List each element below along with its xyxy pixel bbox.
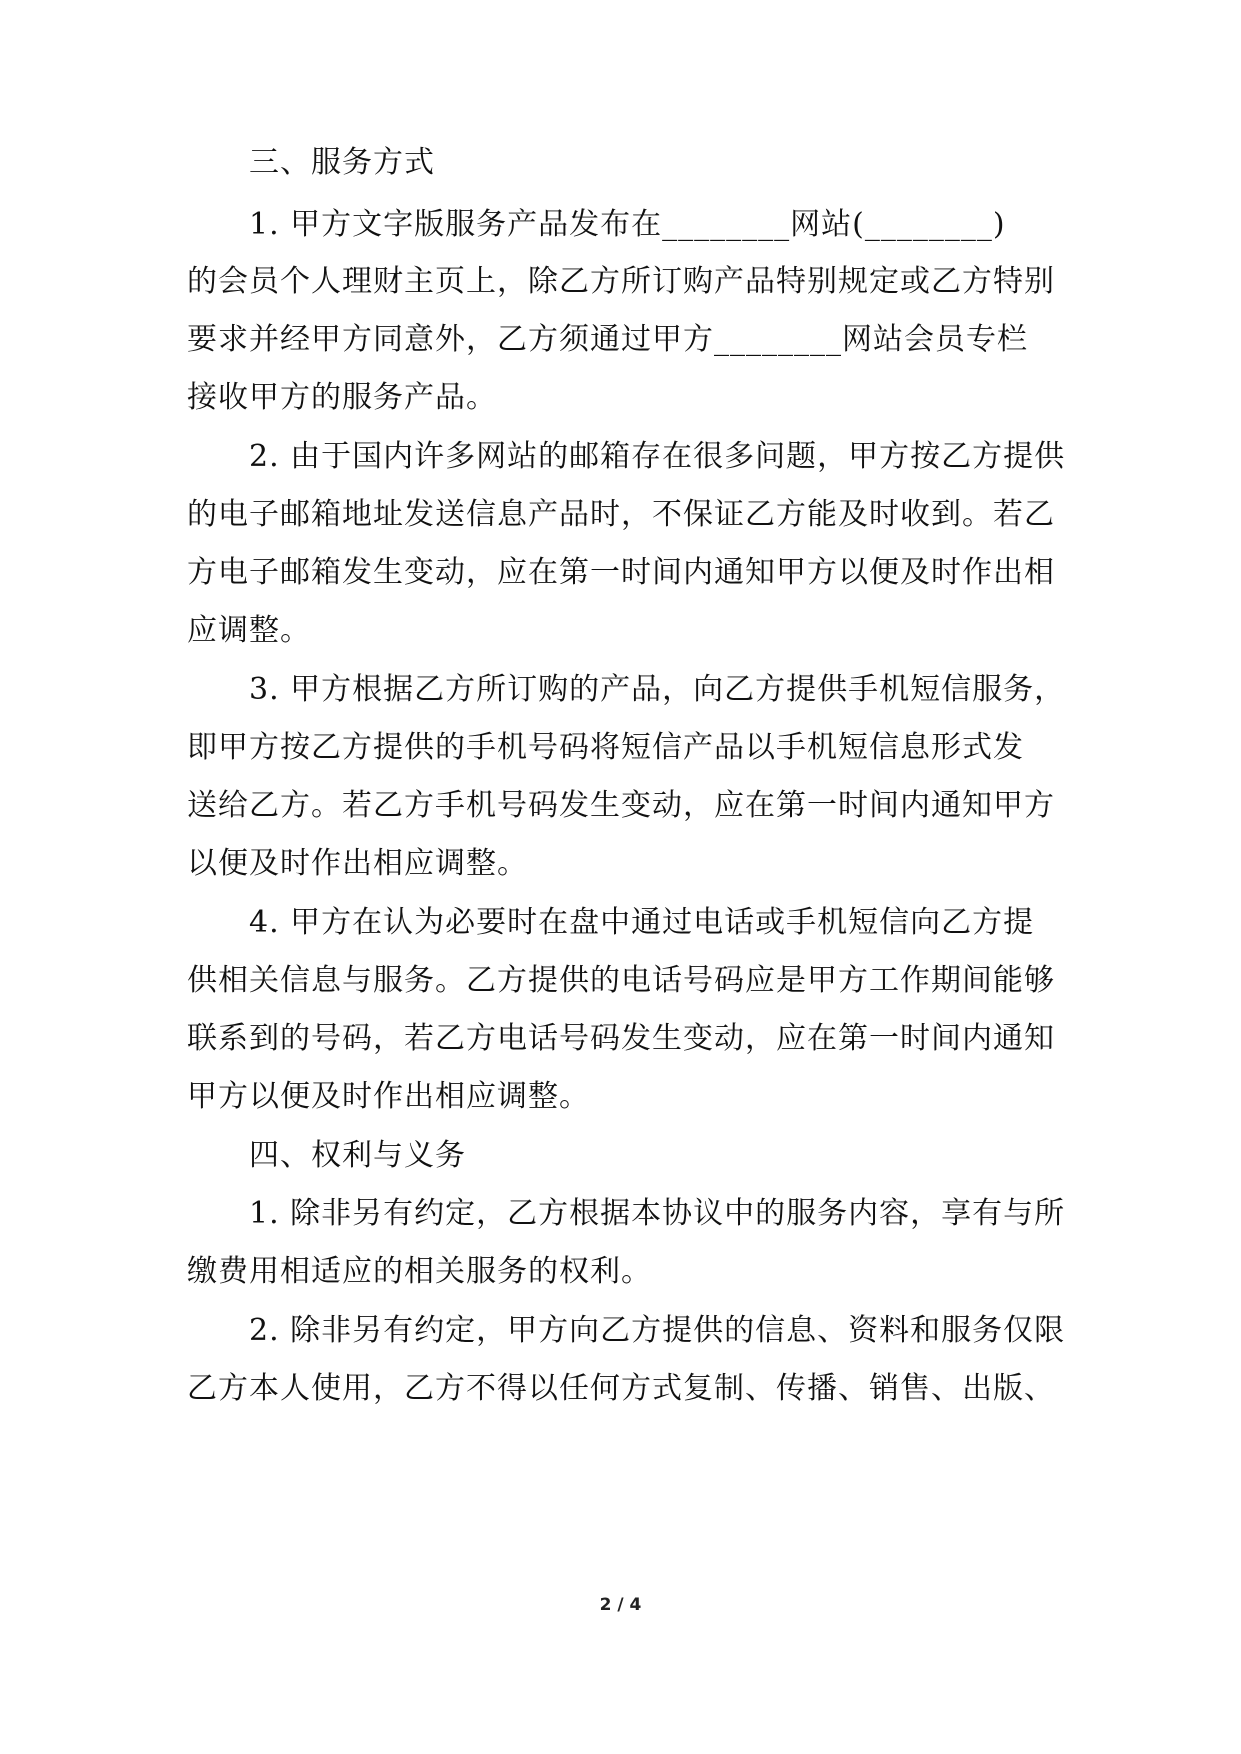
- section-heading-service-method: 三、服务方式: [249, 145, 435, 180]
- paragraph-line: 接收甲方的服务产品。: [187, 380, 497, 415]
- paragraph-line: 缴费用相适应的相关服务的权利。: [187, 1254, 652, 1289]
- paragraph-line: 1. 除非另有约定，乙方根据本协议中的服务内容，享有与所: [249, 1196, 1066, 1231]
- paragraph-line: 1. 甲方文字版服务产品发布在________网站(________): [249, 207, 1006, 242]
- paragraph-line: 即甲方按乙方提供的手机号码将短信产品以手机短信息形式发: [187, 730, 1024, 765]
- paragraph-line: 供相关信息与服务。乙方提供的电话号码应是甲方工作期间能够: [187, 963, 1055, 998]
- paragraph-line: 乙方本人使用，乙方不得以任何方式复制、传播、销售、出版、: [187, 1371, 1055, 1406]
- paragraph-line: 应调整。: [187, 613, 311, 648]
- paragraph-line: 3. 甲方根据乙方所订购的产品，向乙方提供手机短信服务，: [249, 672, 1066, 707]
- paragraph-line: 2. 由于国内许多网站的邮箱存在很多问题，甲方按乙方提供: [249, 439, 1066, 474]
- paragraph-line: 4. 甲方在认为必要时在盘中通过电话或手机短信向乙方提: [249, 905, 1035, 940]
- paragraph-line: 方电子邮箱发生变动，应在第一时间内通知甲方以便及时作出相: [187, 555, 1055, 590]
- paragraph-line: 以便及时作出相应调整。: [187, 846, 528, 881]
- section-heading-rights-obligations: 四、权利与义务: [249, 1138, 466, 1173]
- paragraph-line: 的会员个人理财主页上，除乙方所订购产品特别规定或乙方特别: [187, 264, 1055, 299]
- paragraph-line: 甲方以便及时作出相应调整。: [187, 1079, 590, 1114]
- paragraph-line: 要求并经甲方同意外，乙方须通过甲方________网站会员专栏: [187, 322, 1028, 357]
- page-number: 2 / 4: [599, 1595, 642, 1615]
- paragraph-line: 2. 除非另有约定，甲方向乙方提供的信息、资料和服务仅限: [249, 1313, 1066, 1348]
- paragraph-line: 的电子邮箱地址发送信息产品时，不保证乙方能及时收到。若乙: [187, 497, 1055, 532]
- paragraph-line: 送给乙方。若乙方手机号码发生变动，应在第一时间内通知甲方: [187, 788, 1055, 823]
- paragraph-line: 联系到的号码，若乙方电话号码发生变动，应在第一时间内通知: [187, 1021, 1055, 1056]
